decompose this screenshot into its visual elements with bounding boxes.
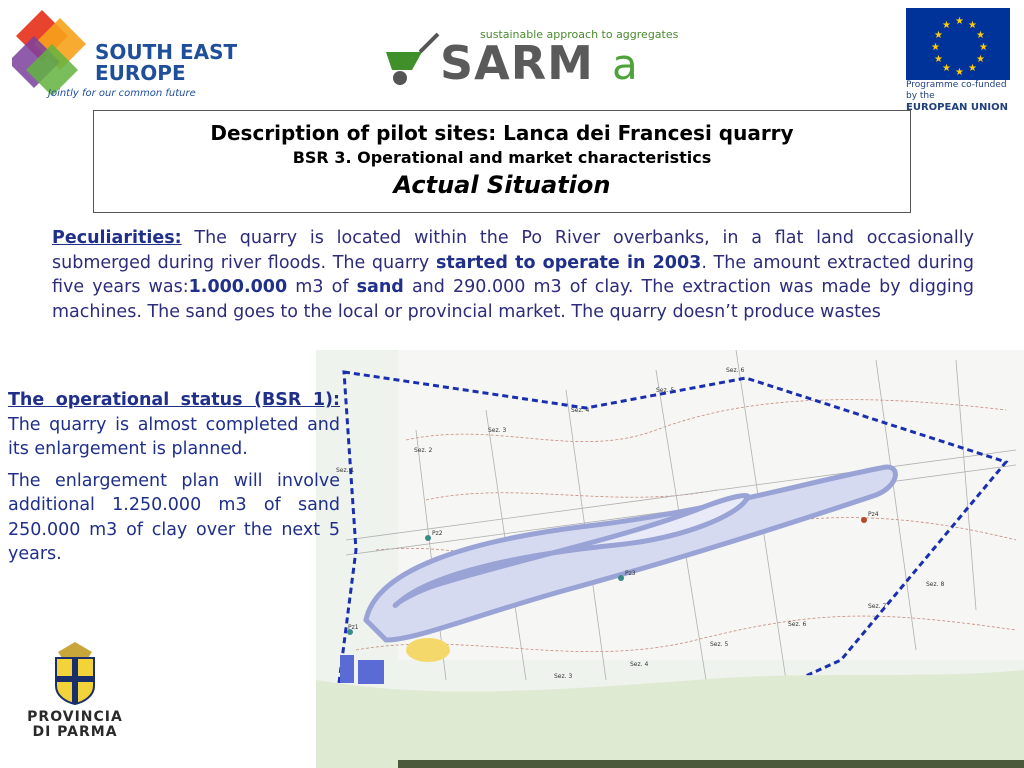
- operational-status-label: The operational status (BSR 1):: [8, 390, 340, 410]
- map-label: Sez. 6: [726, 367, 745, 374]
- peculiarities-text-3: m3 of: [287, 277, 357, 297]
- situation-heading: Actual Situation: [393, 171, 611, 199]
- eu-caption-line2: EUROPEAN UNION: [906, 102, 1008, 113]
- see-flower-icon: [12, 8, 102, 98]
- map-label: Sez. 7: [868, 603, 887, 610]
- svg-text:★: ★: [955, 16, 964, 27]
- operational-status-text: The quarry is almost completed and its enlargement is planned.: [8, 414, 340, 459]
- peculiarities-strong-3: sand: [356, 277, 404, 297]
- provincia-line1: PROVINCIA: [27, 709, 123, 725]
- operational-status-block: [8, 388, 340, 574]
- svg-text:★: ★: [931, 42, 940, 53]
- map-label: Sez. 2: [414, 447, 433, 454]
- see-tagline: Jointly for our common future: [48, 88, 196, 99]
- svg-text:★: ★: [979, 42, 988, 53]
- provincia-line2: DI PARMA: [32, 724, 118, 740]
- peculiarities-paragraph: [52, 226, 974, 324]
- peculiarities-text-2: . The amount extracted during five years was:: [52, 252, 975, 297]
- map-label: Pz2: [432, 530, 443, 537]
- map-label: Sez. 5: [710, 641, 729, 648]
- wheelbarrow-icon: [382, 30, 442, 90]
- svg-text:★: ★: [955, 67, 964, 78]
- svg-text:★: ★: [976, 54, 985, 65]
- map-label: Sez. 4: [571, 407, 590, 414]
- peculiarities-strong-1: started to operate in 2003: [435, 252, 702, 273]
- see-line1: SOUTH EAST: [95, 40, 238, 64]
- svg-text:★: ★: [934, 30, 943, 41]
- peculiarities-strong-2: 1.000.000: [188, 277, 288, 297]
- svg-text:★: ★: [968, 20, 977, 31]
- see-logo-text: [95, 42, 237, 84]
- map-label: Sez. 8: [926, 581, 945, 588]
- provincia-name: [10, 710, 140, 740]
- peculiarities-text-4: and 290.000 m3 of clay. The extraction was made by digging machines. The sand goes to the local or provincial market. The quarry doesn’t produce wastes: [52, 277, 974, 322]
- map-label: Pz3: [625, 570, 636, 577]
- page-subtitle: BSR 3. Operational and market characteristics: [292, 148, 712, 167]
- svg-text:★: ★: [934, 54, 943, 65]
- title-box: [93, 110, 911, 213]
- eu-caption-line1: Programme co-funded by the: [906, 80, 1007, 101]
- operational-status-paragraph: [8, 388, 340, 462]
- map-label: Sez. 3: [488, 427, 507, 434]
- see-line2: EUROPE: [95, 61, 186, 85]
- quarry-site-map: [316, 350, 1024, 768]
- peculiarities-text-1: The quarry is located within the Po River overbanks, in a flat land occasionally submerged during river floods. The quarry: [52, 228, 974, 273]
- svg-text:★: ★: [976, 30, 985, 41]
- svg-text:★: ★: [942, 63, 951, 74]
- page-title: Description of pilot sites: Lanca dei Francesi quarry: [210, 121, 794, 145]
- svg-text:★: ★: [968, 63, 977, 74]
- enlargement-plan-paragraph: The enlargement plan will involve additional 1.250.000 m3 of sand 250.000 m3 of clay over the next 5 years.: [8, 470, 340, 564]
- coat-of-arms-icon: [18, 638, 132, 708]
- map-label: Sez. 3: [554, 673, 573, 680]
- eu-caption: [906, 80, 1016, 113]
- map-label: Sez. 6: [788, 621, 807, 628]
- map-label: Sez. 5: [656, 387, 675, 394]
- map-label: Pz4: [868, 511, 879, 518]
- map-label: Sez. 4: [630, 661, 649, 668]
- sarma-wordmark: SARM: [440, 36, 594, 90]
- sarma-wordmark-a: a: [612, 40, 638, 89]
- eu-flag-icon: [906, 8, 1010, 80]
- svg-text:★: ★: [942, 20, 951, 31]
- sarma-tagline: sustainable approach to aggregates: [480, 28, 679, 41]
- map-label: Sez. 1: [336, 467, 355, 474]
- map-label: Pz1: [348, 624, 359, 631]
- peculiarities-label: Peculiarities:: [52, 228, 182, 248]
